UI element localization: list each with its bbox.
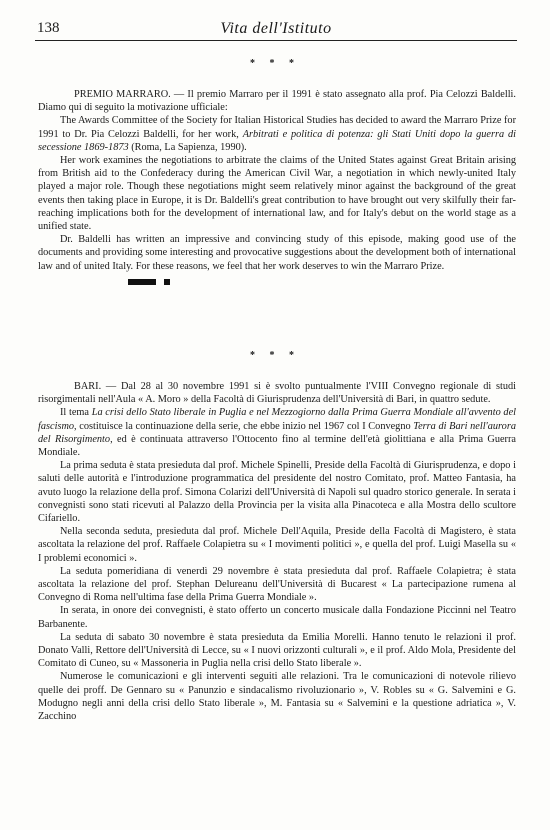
section-separator: * * *	[250, 350, 300, 361]
premio-citation-award	[38, 114, 516, 154]
bari-theme-title: La crisi dello Stato liberale in Puglia e nel Mezzogiorno dalla Prima Guerra Mondiale all'avvento del fascismo	[38, 407, 516, 432]
page-header	[35, 18, 517, 41]
bari-theme-text: , ed è continuata attraverso l'Ottocento fino al termine dell'età giolittiana e alla Prima Guerra Mondiale.	[38, 433, 516, 459]
bari-second-session: Nella seconda seduta, presieduta dal prof. Michele Dell'Aquila, Preside della Facoltà di Magistero, è stata ascoltata la relazione del prof. Raffaele Colapietra su « I movimenti politici », e quella del prof. Luigi Masella su « I problemi economici ».	[38, 526, 516, 564]
bari-theme	[38, 406, 516, 459]
bari-intro: BARI. — Dal 28 al 30 novembre 1991 si è svolto puntualmente l'VIII Convegno regionale di studi risorgimentali nell'Aula « A. Moro » della Facoltà di Giurisprudenza dell'Università di Bari, in quattro sedute.	[38, 381, 516, 406]
bari-evening-concert: In serata, in onore dei convegnisti, è stato offerto un concerto musicale dalla Fondazione Piccinni nel Teatro Barbanente.	[38, 605, 516, 630]
running-title: Vita dell'Istituto	[220, 20, 332, 37]
premio-marraro-section	[38, 88, 516, 286]
redaction-group	[38, 276, 516, 286]
premio-citation-conclusion: Dr. Baldelli has written an impressive and convincing study of this episode, making good use of the documents and providing some interesting and provocative suggestions about the development both of international law and of united Italy. For these reasons, we feel that her work deserves to win the Marraro Prize.	[38, 234, 516, 272]
page-number: 138	[37, 20, 60, 36]
bari-communications: Numerose le comunicazioni e gli interventi seguiti alle relazioni. Tra le comunicazioni di notevole rilievo quelle dei proff. De Gennaro su « Panunzio e sindacalismo rivoluzionario », V. Robles su « G. Salvemini e G. Modugno negli anni della crisi dello Stato liberale », M. Fantasia su « Salvemini e la questione adriatica », V. Zacchino	[38, 671, 516, 723]
bari-theme-text: , costituisce la continuazione della serie, che ebbe inizio nel 1967 col I Convegno	[74, 420, 414, 432]
bari-theme-text: Il tema	[60, 407, 92, 419]
section-separator: * * *	[250, 58, 300, 69]
bari-section	[38, 380, 516, 723]
bari-first-session: La prima seduta è stata presieduta dal prof. Michele Spinelli, Preside della Facoltà di Giurisprudenza, e dopo i saluti delle autorità e l'introduzione programmatica del presidente del nostro Comitato, prof. Matteo Fantasia, ha avuto luogo la relazione della prof. Simona Colarizi dell'Università di Napoli sul quadro storico generale. In serata i convegnisti sono stati ricevuti al Palazzo della Provincia per la visita alla Pinacoteca e alla Mostra dello scultore Cifariello.	[38, 460, 516, 525]
bari-saturday-session: La seduta di sabato 30 novembre è stata presieduta da Emilia Morelli. Hanno tenuto le relazioni il prof. Donato Valli, Rettore dell'Università di Lecce, su « I nuovi orizzonti culturali », e il prof. Aldo Mola, Presidente del Comitato di Cuneo, su « Massoneria in Puglia nella crisi dello Stato liberale ».	[38, 631, 516, 670]
premio-citation-body: Her work examines the negotiations to arbitrate the claims of the United States against Great Britain arising from British aid to the Confederacy during the American Civil War, a negotiation in which newly-united Italy played a major role. Though these negotiations might seem relatively minor against the background of the great events then taking place in Europe, it is Dr. Baldelli's great contribution to have brought out very skilfully their far-reaching implications both for the development of international law, and for Italy's debut on the world stage as a unified state.	[38, 155, 516, 233]
premio-citation-text: The Awards Committee of the Society for Italian Historical Studies has decided to award the Marraro Prize for 1991 to Dr. Pia Celozzi Baldelli, for her work,	[38, 115, 516, 140]
premio-intro: PREMIO MARRARO. — Il premio Marraro per il 1991 è stato assegnato alla prof. Pia Celozzi Baldelli. Diamo qui di seguito la motivazione ufficiale:	[38, 89, 516, 114]
redaction-mark	[128, 279, 156, 285]
bari-first-convegno-title: Terra di Bari nell'aurora del Risorgimento	[38, 420, 516, 445]
redaction-mark	[164, 279, 170, 285]
bari-afternoon-session: La seduta pomeridiana di venerdì 29 novembre è stata presieduta dal prof. Raffaele Colapietra; è stata ascoltata la relazione del prof. Stephan Delureanu dell'Università di Bucarest « La partecipazione rumena al Convegno di Roma nell'ultima fase della Prima Guerra Mondiale ».	[38, 565, 516, 604]
premio-citation-publisher: (Roma, La Sapienza, 1990).	[128, 141, 247, 153]
premio-book-title: Arbitrati e politica di potenza: gli Stati Uniti dopo la guerra di secessione 1869-1873	[38, 128, 516, 153]
